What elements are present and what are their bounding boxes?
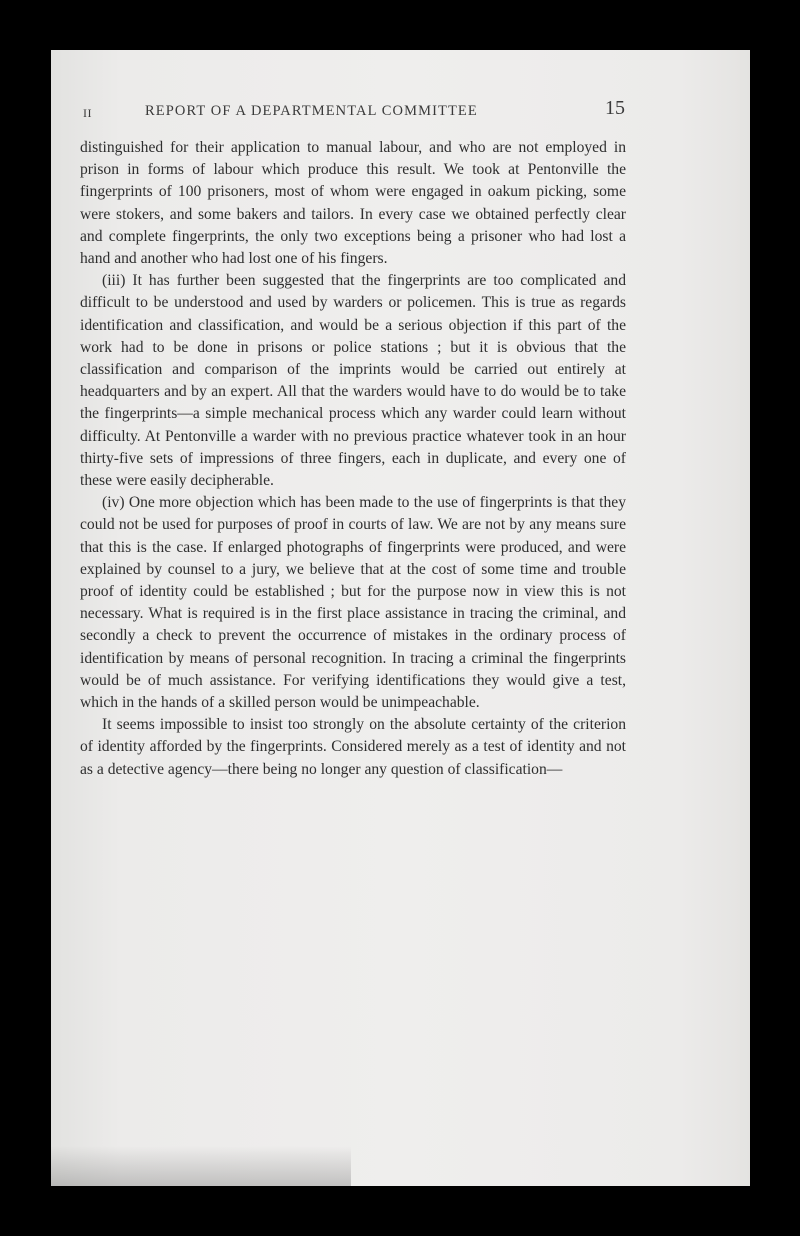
running-header xyxy=(83,97,625,124)
body-text xyxy=(80,137,626,781)
section-number: II xyxy=(83,106,92,120)
running-title: REPORT OF A DEPARTMENTAL COMMITTEE xyxy=(145,103,478,119)
page-edge-shadow xyxy=(51,1146,351,1186)
paragraph-iv: (iv) One more objection which has been made to the use of fingerprints is that they could not be used for purposes of proof in courts of law. We are not by any means sure that this is the case. If enlarged photographs of fingerprints were produced, and were explained by counsel to a jury, we believe that at the cost of some time and trouble proof of identity could be established ; but for the purpose now in view this is not necessary. What is required is in the first place assistance in tracing the criminal, and secondly a check to prevent the occurrence of mistakes in the ordinary process of identification by means of personal recognition. In tracing a criminal the fingerprints would be of much assistance. For verifying identifications they would give a test, which in the hands of a skilled person would be unimpeachable. xyxy=(80,494,626,712)
page-number: 15 xyxy=(605,97,625,119)
paragraph-iii: (iii) It has further been suggested that the fingerprints are too complicated and difficult to be understood and used by warders or policemen. This is true as regards identification and classification, and would be a serious objection if this part of the work had to be done in prisons or police stations ; but it is obvious that the classification and comparison of the imprints would be carried out entirely at headquarters and by an expert. All that the warders would have to do would be to take the fingerprints—a simple mechanical process which any warder could learn without difficulty. At Pentonville a warder with no previous practice whatever took in an hour thirty-five sets of impressions of three fingers, each in duplicate, and every one of these were easily decipherable. xyxy=(80,272,626,490)
paragraph-certainty: It seems impossible to insist too strongly on the absolute certainty of the criterion of identity afforded by the fingerprints. Considered merely as a test of identity and not as a detective agency—there being no longer any question of classification— xyxy=(80,716,626,778)
paragraph-continued: distinguished for their application to manual labour, and who are not employed in prison in forms of labour which produce this result. We took at Pentonville the fingerprints of 100 prisoners, most of whom were engaged in oakum picking, some were stokers, and some bakers and tailors. In every case we obtained perfectly clear and complete fingerprints, the only two exceptions being a prisoner who had lost a hand and another who had lost one of his fingers. xyxy=(80,139,626,268)
